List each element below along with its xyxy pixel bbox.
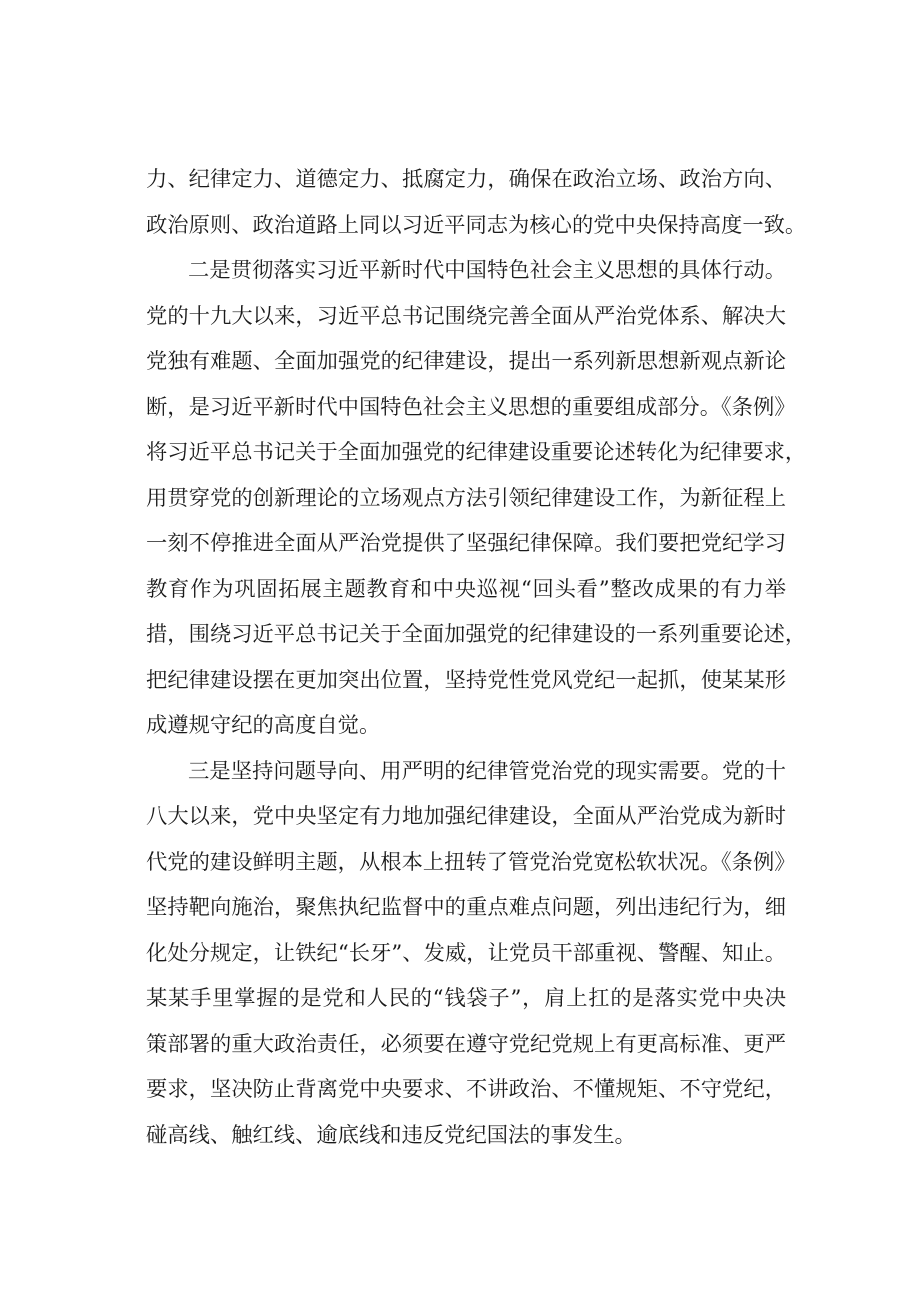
text-line: 三是坚持问题导向、用严明的纪律管党治党的现实需要。党的十	[188, 759, 786, 784]
text-line: 党独有难题、全面加强党的纪律建设，提出一系列新思想新观点新论	[146, 349, 786, 374]
text-line: 二是贯彻落实习近平新时代中国特色社会主义思想的具体行动。	[188, 258, 786, 283]
text-line: 力、纪律定力、道德定力、抵腐定力，确保在政治立场、政治方向、	[146, 167, 786, 192]
text-line: 用贯穿党的创新理论的立场观点方法引领纪律建设工作，为新征程上	[146, 486, 786, 511]
text-line: 碰高线、触红线、逾底线和违反党纪国法的事发生。	[146, 1123, 636, 1148]
text-line: 政治原则、政治道路上同以习近平同志为核心的党中央保持高度一致。	[146, 213, 807, 238]
text-line: 断，是习近平新时代中国特色社会主义思想的重要组成部分。《条例》	[146, 395, 796, 420]
text-line: 坚持靶向施治，聚焦执纪监督中的重点难点问题，列出违纪行为，细	[146, 895, 786, 920]
text-line: 将习近平总书记关于全面加强党的纪律建设重要论述转化为纪律要求，	[146, 440, 807, 465]
text-line: 一刻不停推进全面从严治党提供了坚强纪律保障。我们要把党纪学习	[146, 531, 786, 556]
text-line: 化处分规定，让铁纪“长牙”、发威，让党员干部重视、警醒、知止。	[146, 941, 786, 966]
text-line: 代党的建设鲜明主题，从根本上扭转了管党治党宽松软状况。《条例》	[146, 850, 796, 875]
text-line: 教育作为巩固拓展主题教育和中央巡视“回头看”整改成果的有力举	[146, 577, 786, 602]
text-line: 措，围绕习近平总书记关于全面加强党的纪律建设的一系列重要论述，	[146, 622, 807, 647]
text-line: 八大以来，党中央坚定有力地加强纪律建设，全面从严治党成为新时	[146, 804, 786, 829]
text-line: 成遵规守纪的高度自觉。	[146, 713, 381, 738]
text-line: 某某手里掌握的是党和人民的“钱袋子”，肩上扛的是落实党中央决	[146, 986, 786, 1011]
text-line: 把纪律建设摆在更加突出位置，坚持党性党风党纪一起抓，使某某形	[146, 668, 786, 693]
text-line: 党的十九大以来，习近平总书记围绕完善全面从严治党体系、解决大	[146, 304, 786, 329]
text-line: 要求，坚决防止背离党中央要求、不讲政治、不懂规矩、不守党纪，	[146, 1077, 786, 1102]
text-line: 策部署的重大政治责任，必须要在遵守党纪党规上有更高标准、更严	[146, 1032, 786, 1057]
